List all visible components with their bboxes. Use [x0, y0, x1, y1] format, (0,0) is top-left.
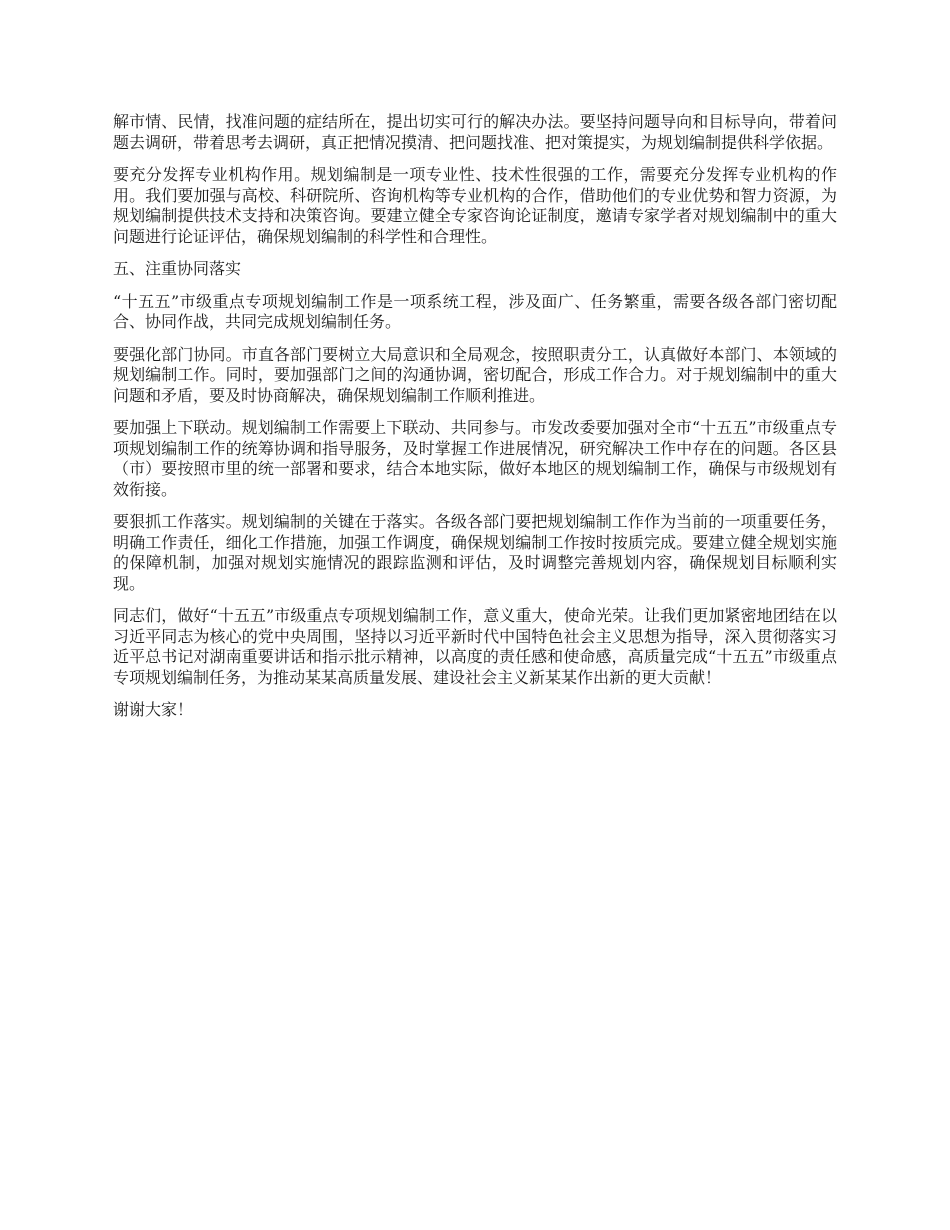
paragraph-vertical-linkage: 要加强上下联动。规划编制工作需要上下联动、共同参与。市发改委要加强对全市“十五五”市级重点专项规划编制工作的统筹协调和指导服务，及时掌握工作进展情况，研究解决工作中存在的问题。各区县（市）要按照市里的统一部署和要求，结合本地实际，做好本地区的规划编制工作，确保与市级规划有效衔接。: [113, 418, 837, 499]
paragraph-department-coordination: 要强化部门协同。市直各部门要树立大局意识和全局观念，按照职责分工，认真做好本部门、本领域的规划编制工作。同时，要加强部门之间的沟通协调，密切配合，形成工作合力。对于规划编制中的重大问题和矛盾，要及时协商解决，确保规划编制工作顺利推进。: [113, 344, 837, 405]
paragraph-thanks: 谢谢大家！: [113, 700, 194, 719]
paragraph-coordination-intro: “十五五”市级重点专项规划编制工作是一项系统工程，涉及面广、任务繁重，需要各级各部门密切配合、协同作战，共同完成规划编制任务。: [113, 291, 837, 331]
document-body: [113, 112, 837, 733]
paragraph-professional-institutions: 要充分发挥专业机构作用。规划编制是一项专业性、技术性很强的工作，需要充分发挥专业机构的作用。我们要加强与高校、科研院所、咨询机构等专业机构的合作，借助他们的专业优势和智力资源，为规划编制提供技术支持和决策咨询。要建立健全专家咨询论证制度，邀请专家学者对规划编制中的重大问题进行论证评估，确保规划编制的科学性和合理性。: [113, 165, 837, 246]
paragraph-research-continued: 解市情、民情，找准问题的症结所在，提出切实可行的解决办法。要坚持问题导向和目标导向，带着问题去调研，带着思考去调研，真正把情况摸清、把问题找准、把对策提实，为规划编制提供科学依据。: [113, 112, 837, 152]
paragraph-implementation: 要狠抓工作落实。规划编制的关键在于落实。各级各部门要把规划编制工作作为当前的一项重要任务，明确工作责任，细化工作措施，加强工作调度，确保规划编制工作按时按质完成。要建立健全规划实施的保障机制，加强对规划实施情况的跟踪监测和评估，及时调整完善规划内容，确保规划目标顺利实现。: [113, 512, 837, 593]
paragraph-closing-call: 同志们，做好“十五五”市级重点专项规划编制工作，意义重大，使命光荣。让我们更加紧密地团结在以习近平同志为核心的党中央周围，坚持以习近平新时代中国特色社会主义思想为指导，深入贯彻落实习近平总书记对湖南重要讲话和指示批示精神，以高度的责任感和使命感，高质量完成“十五五”市级重点专项规划编制任务，为推动某某高质量发展、建设社会主义新某某作出新的更大贡献！: [113, 606, 837, 687]
section-heading-coordination: 五、注重协同落实: [113, 259, 242, 278]
